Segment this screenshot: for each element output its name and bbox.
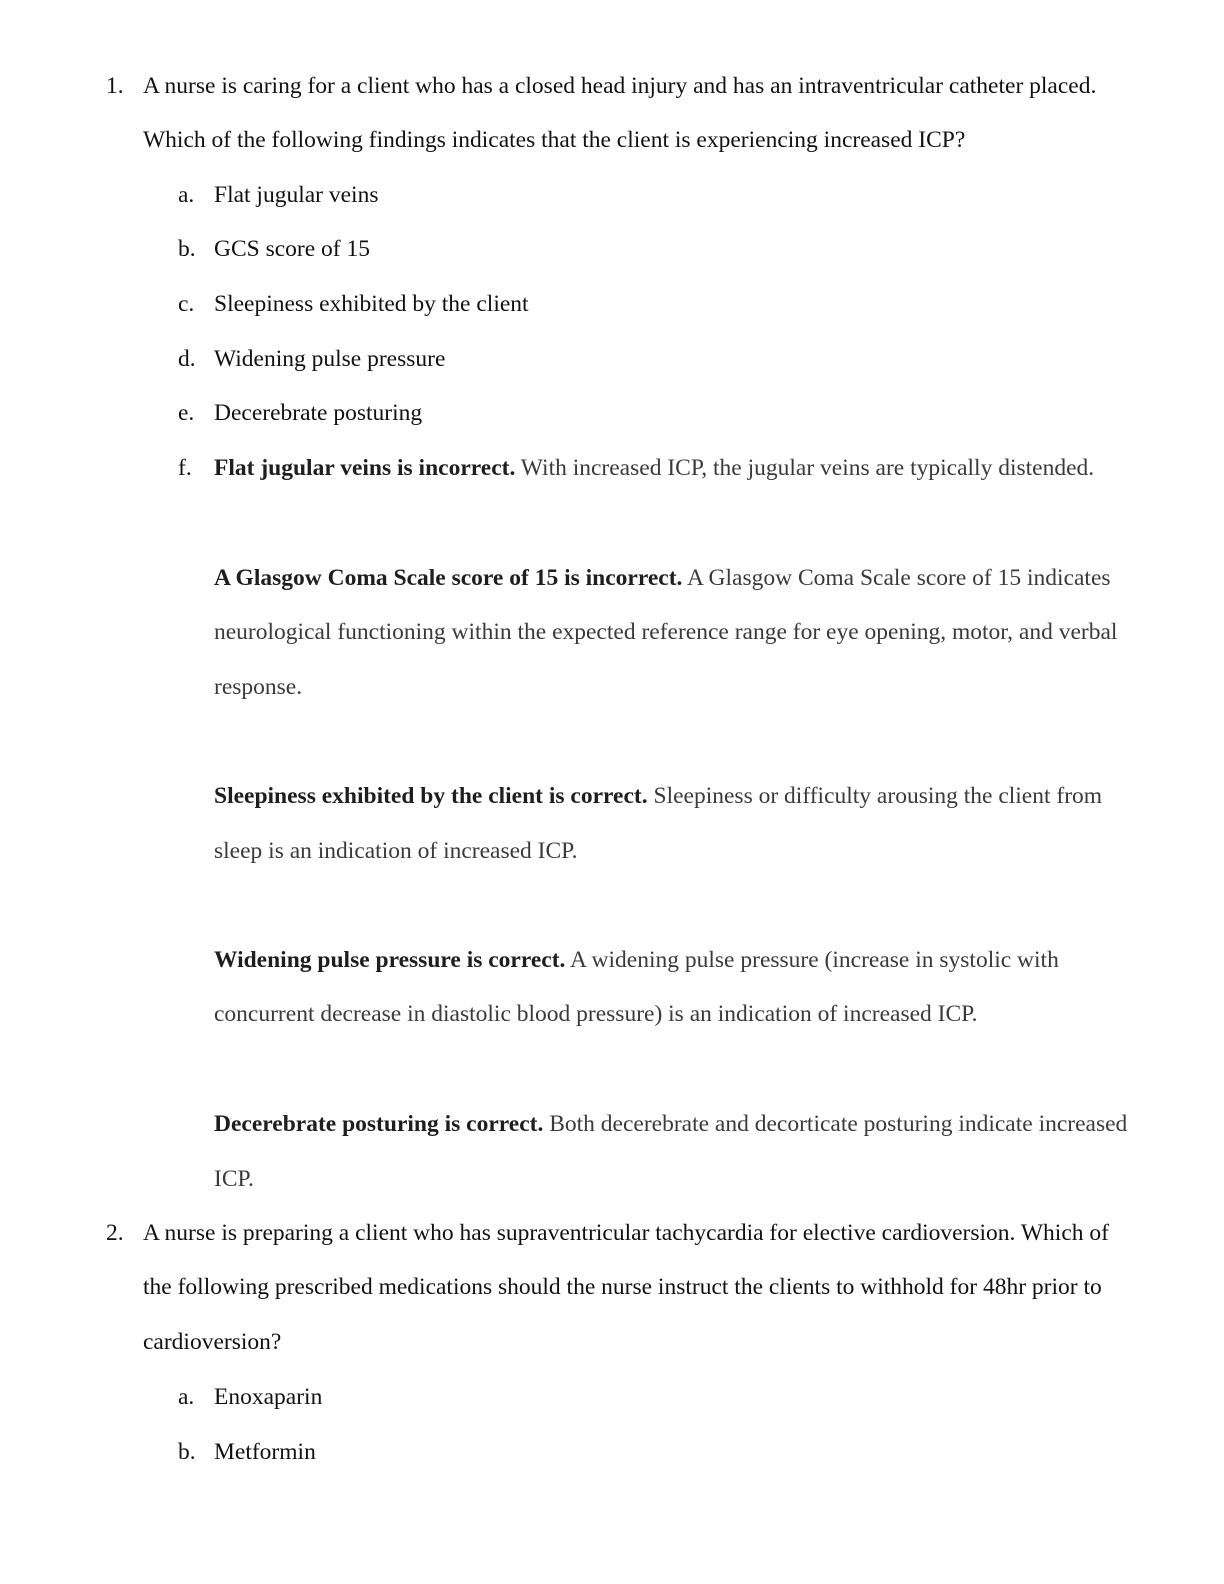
rationale-text: With increased ICP, the jugular veins are typically distended. — [515, 455, 1095, 481]
option-letter: b. — [178, 236, 196, 262]
rationale-text: Sleepiness or difficulty arousing the client from — [647, 783, 1103, 809]
question-stem-line: cardioversion? — [143, 1329, 282, 1355]
rationale-heading: Decerebrate posturing is correct. — [214, 1111, 544, 1137]
rationale-text: ICP. — [214, 1166, 254, 1192]
rationale-text: neurological functioning within the expected reference range for eye opening, motor, and verbal — [214, 619, 1118, 645]
question-stem-line: the following prescribed medications should the nurse instruct the clients to withhold for 48hr prior to — [143, 1274, 1102, 1300]
rationale-heading: Sleepiness exhibited by the client is correct. — [214, 783, 648, 809]
option-letter: a. — [178, 182, 195, 208]
rationale-gcs — [214, 564, 1111, 592]
option-letter: c. — [178, 291, 195, 317]
question-number: 1. — [106, 73, 124, 99]
rationale-text: Both decerebrate and decorticate posturing indicate increased — [543, 1111, 1128, 1137]
option-text: GCS score of 15 — [214, 236, 370, 262]
question-stem-line: A nurse is preparing a client who has supraventricular tachycardia for elective cardioversion. Which of — [143, 1220, 1109, 1246]
option-text: Enoxaparin — [214, 1384, 323, 1410]
rationale-flat-jugular — [214, 454, 1094, 482]
question-stem-line: Which of the following findings indicates that the client is experiencing increased ICP? — [143, 127, 966, 153]
rationale-text: A widening pulse pressure (increase in systolic with — [565, 947, 1059, 973]
rationale-text: sleep is an indication of increased ICP. — [214, 838, 578, 864]
rationale-text: A Glasgow Coma Scale score of 15 indicates — [682, 565, 1111, 591]
rationale-sleepiness — [214, 782, 1102, 810]
question-number: 2. — [106, 1220, 124, 1246]
option-letter: e. — [178, 400, 195, 426]
option-text: Flat jugular veins — [214, 182, 379, 208]
option-letter: b. — [178, 1439, 196, 1465]
option-text: Metformin — [214, 1439, 316, 1465]
rationale-heading: Flat jugular veins is incorrect. — [214, 455, 516, 481]
rationale-heading: Widening pulse pressure is correct. — [214, 947, 566, 973]
option-text: Decerebrate posturing — [214, 400, 423, 426]
option-text: Widening pulse pressure — [214, 346, 446, 372]
rationale-decerebrate — [214, 1110, 1127, 1138]
option-letter: d. — [178, 346, 196, 372]
rationale-heading: A Glasgow Coma Scale score of 15 is incorrect. — [214, 565, 683, 591]
option-text: Sleepiness exhibited by the client — [214, 291, 529, 317]
rationale-pulse-pressure — [214, 946, 1059, 974]
rationale-letter: f. — [178, 455, 192, 481]
rationale-text: concurrent decrease in diastolic blood pressure) is an indication of increased ICP. — [214, 1001, 978, 1027]
question-stem-line: A nurse is caring for a client who has a closed head injury and has an intraventricular catheter placed. — [143, 73, 1097, 99]
option-letter: a. — [178, 1384, 195, 1410]
rationale-text: response. — [214, 674, 303, 700]
